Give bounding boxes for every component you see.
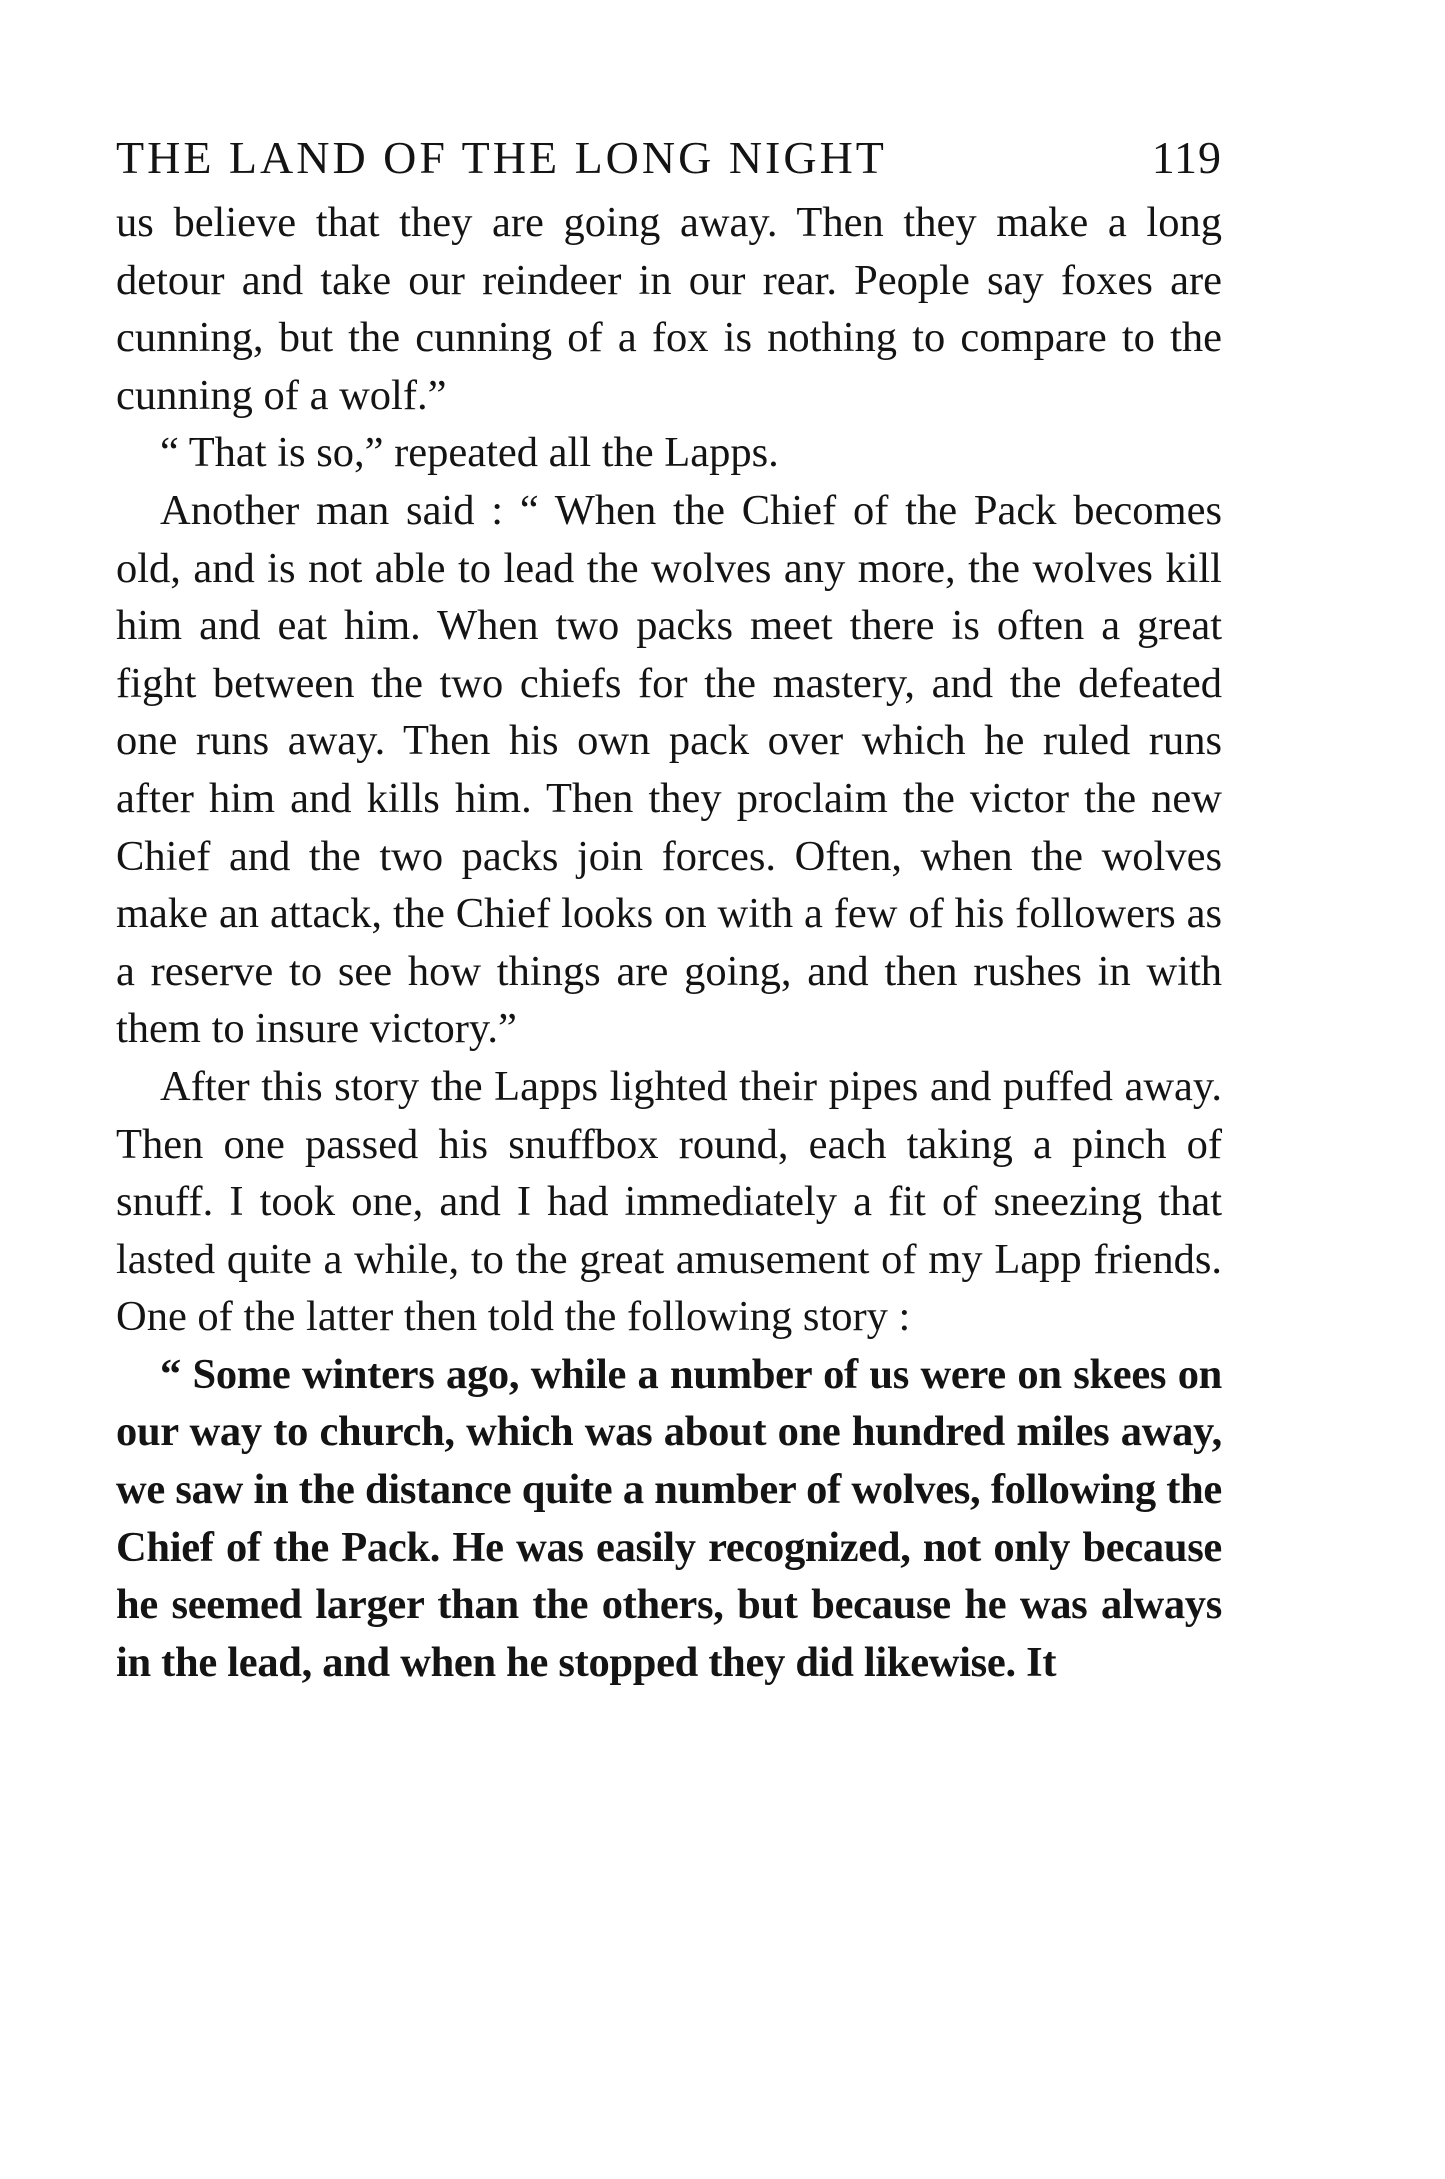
paragraph-continuation: us believe that they are going away. Then they make a long detour and take our reindeer in our rear. People say foxes are cunning, but the cunning of a fox is nothing to compare to the cunning of a wolf.” [116, 199, 1222, 419]
paragraph: Another man said : “ When the Chief of the Pack becomes old, and is not able to lead the wolves any more, the wolves kill him and eat him. When two packs meet there is often a great fight between the two chiefs for the mastery, and the defeated one runs away. Then his own pack over which he ruled runs after him and kills him. Then they proclaim the victor the new Chief and the two packs join forces. Often, when the wolves make an attack, the Chief looks on with a few of his followers as a reserve to see how things are going, and then rushes in with them to insure victory.” [116, 486, 1222, 1053]
running-head-title: THE LAND OF THE LONG NIGHT [116, 132, 887, 183]
paragraph: After this story the Lapps lighted their pipes and puffed away. Then one passed his snuffbox round, each taking a pinch of snuff. I took one, and I had immediately a fit of sneezing that lasted quite a while, to the great amusement of my Lapp friends. One of the latter then told the following story : [116, 1062, 1222, 1341]
page-number: 119 [1151, 132, 1222, 183]
book-page [116, 130, 1222, 1691]
running-head [116, 130, 1222, 186]
body-text [116, 194, 1222, 1691]
paragraph: “ That is so,” repeated all the Lapps. [160, 429, 779, 477]
paragraph: “ Some winters ago, while a number of us were on skees on our way to church, which was about one hundred miles away, we saw in the distance quite a number of wolves, following the Chief of the Pack. He was easily recognized, not only because he seemed larger than the others, but because he was always in the lead, and when he stopped they did likewise. It [116, 1350, 1222, 1686]
